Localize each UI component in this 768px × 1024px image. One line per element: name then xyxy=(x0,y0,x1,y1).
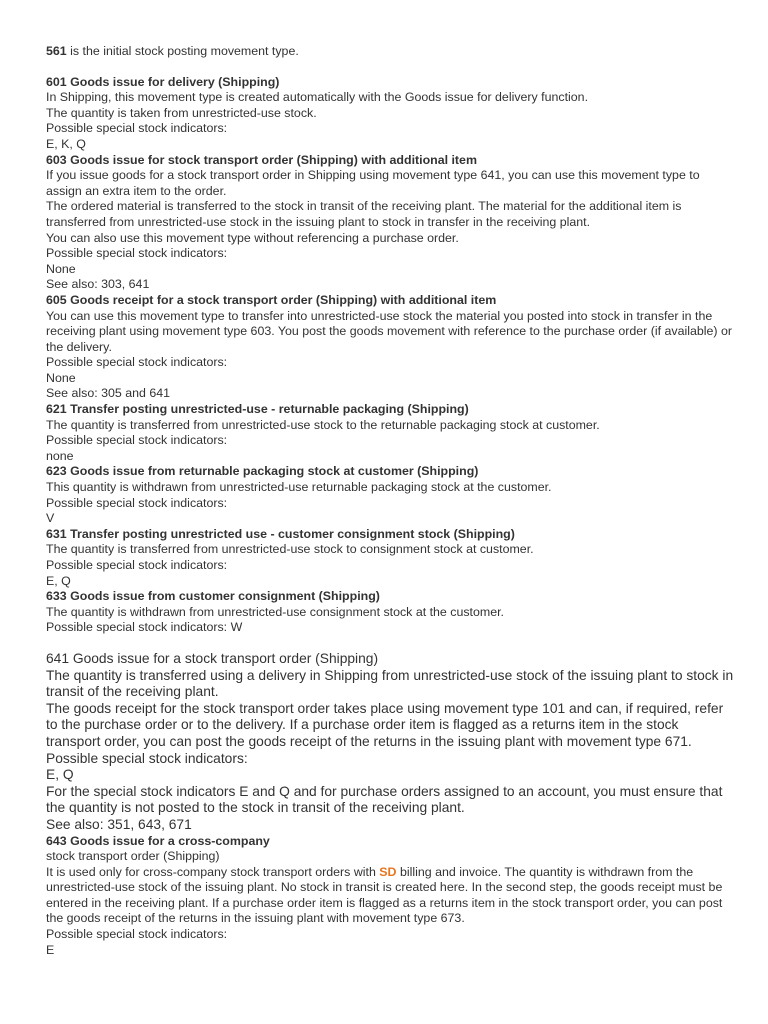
section-line: Possible special stock indicators: xyxy=(46,927,228,942)
section-heading: 605 Goods receipt for a stock transport order (Shipping) with additional item xyxy=(46,292,497,307)
section-line: See also: 303, 641 xyxy=(46,277,150,292)
section-heading: 633 Goods issue from customer consignment (Shipping) xyxy=(46,589,380,604)
section-heading: 621 Transfer posting unrestricted-use - returnable packaging (Shipping) xyxy=(46,402,469,417)
section-line: V xyxy=(46,511,55,526)
section-heading: 603 Goods issue for stock transport order (Shipping) with additional item xyxy=(46,152,477,167)
text-before-highlight: It is used only for cross-company stock transport orders with xyxy=(46,864,380,879)
section-line: Possible special stock indicators: xyxy=(46,558,228,572)
section-line xyxy=(46,865,736,927)
section-line: See also: 305 and 641 xyxy=(46,386,171,401)
section-line: The quantity is withdrawn from unrestricted-use consignment stock at the customer. xyxy=(46,604,504,619)
section-heading: 643 Goods issue for a cross-company xyxy=(46,833,270,848)
section-line: If you issue goods for a stock transport order in Shipping using movement type 641, you can use this movement type to assign an extra item to the order. xyxy=(46,168,700,198)
section-line: None xyxy=(46,261,76,276)
section-line: Possible special stock indicators: xyxy=(46,121,228,136)
section-line: This quantity is withdrawn from unrestricted-use returnable packaging stock at the customer. xyxy=(46,480,552,495)
section-line: Possible special stock indicators: xyxy=(46,355,228,370)
section-641 xyxy=(46,651,736,834)
section-heading: 601 Goods issue for delivery (Shipping) xyxy=(46,74,280,89)
section-line: The ordered material is transferred to the stock in transit of the receiving plant. The material for the additional item is transferred from unrestricted-use stock in the issuing plant to stock in transfer in the receiving plant. xyxy=(46,199,682,229)
section-633 xyxy=(46,589,736,636)
intro-text: is the initial stock posting movement type. xyxy=(66,44,299,58)
section-subheading: stock transport order (Shipping) xyxy=(46,849,220,864)
section-line: See also: 351, 643, 671 xyxy=(46,816,192,832)
section-621 xyxy=(46,402,736,464)
section-line: Possible special stock indicators: xyxy=(46,246,228,261)
section-heading: 631 Transfer posting unrestricted use - customer consignment stock (Shipping) xyxy=(46,526,515,541)
section-line: E, Q xyxy=(46,573,71,588)
section-631 xyxy=(46,527,736,589)
section-623 xyxy=(46,464,736,526)
section-heading: 623 Goods issue from returnable packaging stock at customer (Shipping) xyxy=(46,464,479,479)
section-line: E, Q xyxy=(46,767,74,783)
section-643 xyxy=(46,834,736,959)
section-line: None xyxy=(46,370,76,385)
section-line: none xyxy=(46,448,74,463)
intro-paragraph xyxy=(46,44,736,60)
section-605 xyxy=(46,293,736,402)
section-heading: 641 Goods issue for a stock transport order (Shipping) xyxy=(46,650,379,666)
section-line: The goods receipt for the stock transport order takes place using movement type 101 and can, if required, refer to the purchase order or to the delivery. If a purchase order item is flagged as a returns item in the stock transport order, you can post the goods receipt of the returns in the issuing plant with movement type 671. xyxy=(46,700,724,749)
intro-code: 561 xyxy=(46,44,67,58)
section-line: You can also use this movement type without referencing a purchase order. xyxy=(46,230,459,245)
section-line: E, K, Q xyxy=(46,136,86,151)
section-line: E xyxy=(46,942,55,957)
text-after-highlight: billing and invoice. The quantity is withdrawn from the unrestricted-use stock of the issuing plant. No stock in transit is created here. In the second step, the goods receipt must be entered in the receiving plant. If a purchase order item is flagged as a returns item in the stock transport order, you can post the goods receipt of the returns in the issuing plant with movement type 673. xyxy=(46,864,723,926)
section-line: Possible special stock indicators: xyxy=(46,495,228,510)
section-line: The quantity is transferred using a delivery in Shipping from unrestricted-use stock of the issuing plant to stock in transit of the receiving plant. xyxy=(46,667,734,700)
document-body xyxy=(46,44,736,958)
section-line: The quantity is taken from unrestricted-use stock. xyxy=(46,105,317,120)
sd-highlight: SD xyxy=(379,864,397,879)
section-601 xyxy=(46,75,736,153)
section-line: Possible special stock indicators: W xyxy=(46,620,243,635)
section-603 xyxy=(46,153,736,293)
section-line: The quantity is transferred from unrestricted-use stock to consignment stock at customer. xyxy=(46,542,534,557)
section-line: For the special stock indicators E and Q and for purchase orders assigned to an account, you must ensure that the quantity is not posted to the stock in transit of the receiving plant. xyxy=(46,783,723,816)
section-line: You can use this movement type to transfer into unrestricted-use stock the material you posted into stock in transfer in the receiving plant using movement type 603. You post the goods movement with reference to the purchase order (if available) or the delivery. xyxy=(46,308,733,354)
section-line: The quantity is transferred from unrestricted-use stock to the returnable packaging stock at customer. xyxy=(46,417,600,432)
section-line: Possible special stock indicators: xyxy=(46,433,228,448)
section-line: Possible special stock indicators: xyxy=(46,750,248,766)
section-line: In Shipping, this movement type is created automatically with the Goods issue for delivery function. xyxy=(46,90,589,105)
